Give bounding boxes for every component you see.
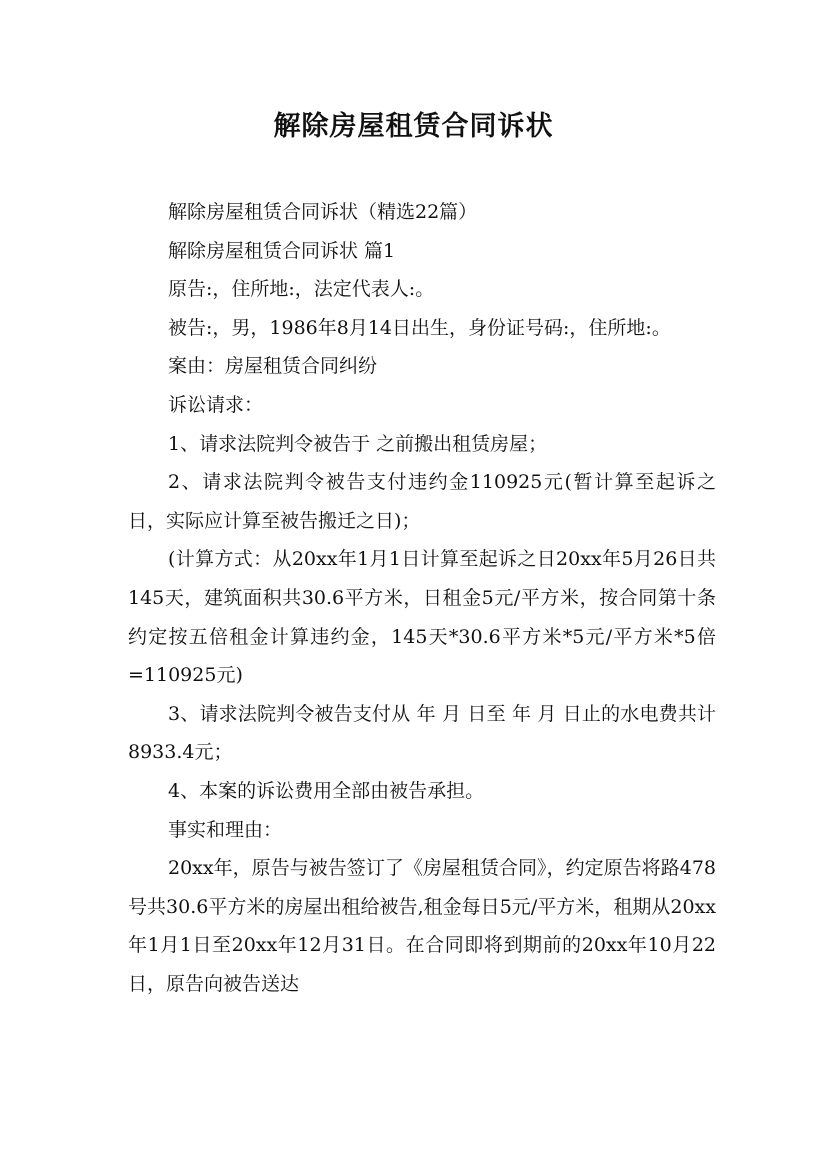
paragraph-claim-4: 4、本案的诉讼费用全部由被告承担。 bbox=[168, 779, 485, 802]
paragraph-defendant: 被告:，男，1986年8月14日出生，身份证号码:，住所地:。 bbox=[168, 316, 671, 339]
document-body bbox=[128, 193, 716, 1003]
paragraph-calculation: (计算方式：从20xx年1月1日计算至起诉之日20xx年5月26日共145天，建筑面积共30.6平方米，日租金5元/平方米，按合同第十条约定按五倍租金计算违约金，145天*30.6平方米*5元/平方米*5倍=110925元) bbox=[128, 548, 716, 687]
document-title: 解除房屋租赁合同诉状 bbox=[273, 111, 554, 142]
paragraph-plaintiff: 原告:，住所地:，法定代表人:。 bbox=[168, 278, 435, 301]
paragraph-facts-heading: 事实和理由： bbox=[168, 818, 283, 841]
paragraph-claim-1: 1、请求法院判令被告于 之前搬出租赁房屋； bbox=[168, 432, 548, 455]
paragraph-claims-heading: 诉讼请求： bbox=[168, 393, 264, 416]
paragraph-facts: 20xx年，原告与被告签订了《房屋租赁合同》，约定原告将路478号共30.6平方米的房屋出租给被告,租金每日5元/平方米，租期从20xx年1月1日至20xx年12月31日。在合同即将到期前的20xx年10月22日，原告向被告送达 bbox=[128, 857, 716, 995]
paragraph-subtitle: 解除房屋租赁合同诉状（精选22篇） bbox=[168, 201, 478, 223]
paragraph-section-heading: 解除房屋租赁合同诉状 篇1 bbox=[168, 239, 396, 262]
paragraph-claim-3: 3、请求法院判令被告支付从 年 月 日至 年 月 日止的水电费共计8933.4元； bbox=[128, 702, 716, 764]
paragraph-claim-2: 2、请求法院判令被告支付违约金110925元(暂计算至起诉之日，实际应计算至被告搬迁之日)； bbox=[128, 471, 716, 532]
paragraph-cause: 案由：房屋租赁合同纠纷 bbox=[168, 355, 378, 378]
